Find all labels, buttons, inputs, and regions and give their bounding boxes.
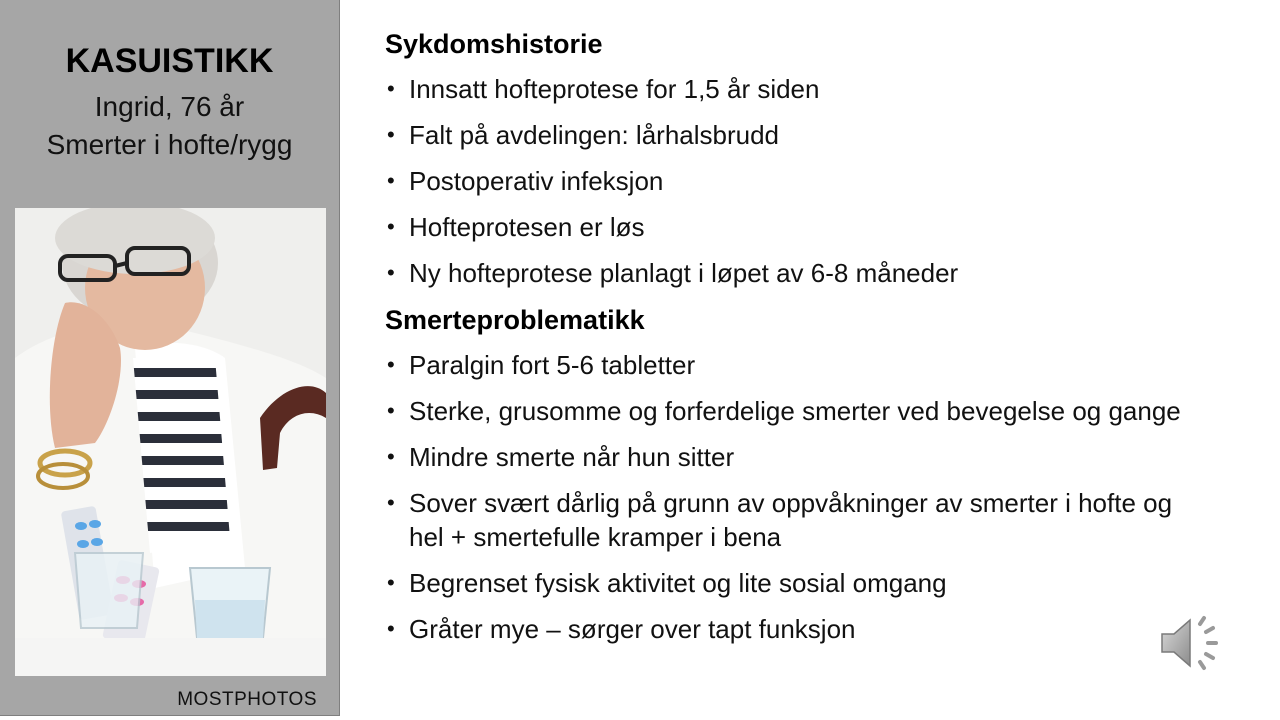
list-item bbox=[385, 164, 1185, 198]
list-item bbox=[385, 210, 1185, 244]
history-list bbox=[385, 72, 1185, 290]
bullet-icon: • bbox=[387, 214, 395, 239]
list-item bbox=[385, 348, 1185, 382]
patient-photo bbox=[15, 208, 326, 676]
section-heading-history: Sykdomshistorie bbox=[385, 29, 603, 59]
patient-name-age: Ingrid, 76 år bbox=[94, 91, 245, 122]
list-item-text: Sover svært dårlig på grunn av oppvåkninger av smerter i hofte og hel + smertefulle kramper i bena bbox=[409, 488, 1173, 552]
bullet-icon: • bbox=[387, 352, 395, 377]
bullet-icon: • bbox=[387, 260, 395, 285]
bullet-icon: • bbox=[387, 490, 395, 515]
list-item-text: Sterke, grusomme og forferdelige smerter ved bevegelse og gange bbox=[409, 396, 1181, 426]
bullet-icon: • bbox=[387, 398, 395, 423]
bullet-icon: • bbox=[387, 168, 395, 193]
bullet-icon: • bbox=[387, 76, 395, 101]
list-item-text: Falt på avdelingen: lårhalsbrudd bbox=[409, 120, 780, 150]
list-item bbox=[385, 440, 1185, 474]
list-item-text: Gråter mye – sørger over tapt funksjon bbox=[409, 614, 856, 644]
list-item-text: Paralgin fort 5-6 tabletter bbox=[409, 350, 696, 380]
list-item-text: Mindre smerte når hun sitter bbox=[409, 442, 735, 472]
list-item-text: Hofteprotesen er løs bbox=[409, 212, 645, 242]
list-item bbox=[385, 394, 1185, 428]
case-title: KASUISTIKK bbox=[65, 42, 274, 80]
list-item bbox=[385, 486, 1185, 554]
pain-list bbox=[385, 348, 1185, 646]
content-area bbox=[385, 26, 1185, 658]
list-item-text: Innsatt hofteprotese for 1,5 år siden bbox=[409, 74, 820, 104]
list-item-text: Begrenset fysisk aktivitet og lite sosial omgang bbox=[409, 568, 947, 598]
list-item bbox=[385, 72, 1185, 106]
bullet-icon: • bbox=[387, 570, 395, 595]
list-item-text: Ny hofteprotese planlagt i løpet av 6-8 måneder bbox=[409, 258, 959, 288]
list-item bbox=[385, 566, 1185, 600]
bullet-icon: • bbox=[387, 122, 395, 147]
bullet-icon: • bbox=[387, 444, 395, 469]
patient-complaint: Smerter i hofte/rygg bbox=[46, 129, 293, 160]
photo-credit: MOSTPHOTOS bbox=[177, 689, 317, 710]
list-item bbox=[385, 118, 1185, 152]
list-item-text: Postoperativ infeksjon bbox=[409, 166, 664, 196]
list-item bbox=[385, 256, 1185, 290]
case-panel bbox=[0, 0, 340, 716]
bullet-icon: • bbox=[387, 616, 395, 641]
section-heading-pain: Smerteproblematikk bbox=[385, 305, 645, 335]
list-item bbox=[385, 612, 1185, 646]
speaker-icon[interactable] bbox=[1158, 612, 1224, 674]
